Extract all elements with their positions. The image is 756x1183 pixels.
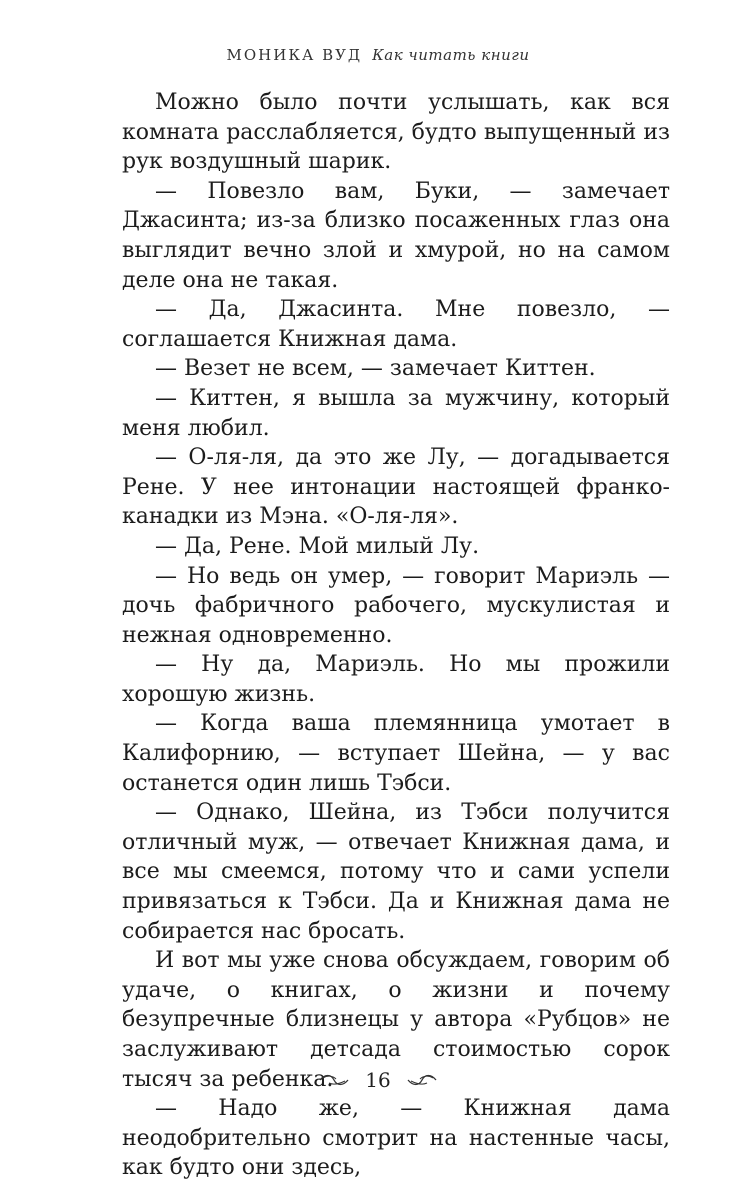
paragraph: — Да, Джасинта. Мне повезло, — соглашается Книжная дама. — [122, 297, 670, 352]
running-head — [0, 46, 756, 64]
page-number: 16 — [365, 1068, 391, 1092]
paragraph: — Киттен, я вышла за мужчину, который меня любил. — [122, 385, 670, 441]
page-footer — [0, 1068, 756, 1092]
paragraph: — Везет не всем, — замечает Киттен. — [155, 356, 596, 382]
paragraph: — Повезло вам, Буки, — замечает Джасинта; из-за близко посаженных глаз она выглядит вечно злой и хмурой, но на самом деле она не такая. — [122, 178, 670, 293]
paragraph: — Однако, Шейна, из Тэбси получится отличный муж, — отвечает Книжная дама, и все мы смеемся, потому что и сами успели привязаться к Тэбси. Да и Книжная дама не собирается нас бросать. — [122, 800, 670, 944]
paragraph: — Надо же, — Книжная дама неодобрительно смотрит на настенные часы, как будто они здесь, — [122, 1096, 670, 1181]
running-head-title: Как читать книги — [372, 46, 530, 64]
paragraph: И вот мы уже снова обсуждаем, говорим об удаче, о книгах, о жизни и почему безупречные близнецы у автора «Рубцов» не заслуживают детсада стоимостью сорок тысяч за ребенка. — [122, 948, 670, 1092]
paragraph: — Ну да, Мариэль. Но мы прожили хорошую жизнь. — [122, 652, 670, 707]
paragraph: — Но ведь он умер, — говорит Мариэль — дочь фабричного рабочего, мускулистая и нежная одновременно. — [122, 563, 670, 648]
left-flourish-icon — [319, 1073, 349, 1087]
body-text — [122, 88, 670, 1183]
paragraph: — О-ля-ля, да это же Лу, — догадывается Рене. У нее интонации настоящей франко-канадки из Мэна. «О-ля-ля». — [122, 445, 670, 530]
paragraph: — Когда ваша племянница умотает в Калифорнию, — вступает Шейна, — у вас останется один лишь Тэбси. — [122, 711, 670, 796]
paragraph: Можно было почти услышать, как вся комната расслабляется, будто выпущенный из рук воздушный шарик. — [122, 90, 670, 175]
running-head-author: МОНИКА ВУД — [226, 46, 363, 64]
right-flourish-icon — [407, 1073, 437, 1087]
paragraph: — Да, Рене. Мой милый Лу. — [155, 533, 480, 559]
